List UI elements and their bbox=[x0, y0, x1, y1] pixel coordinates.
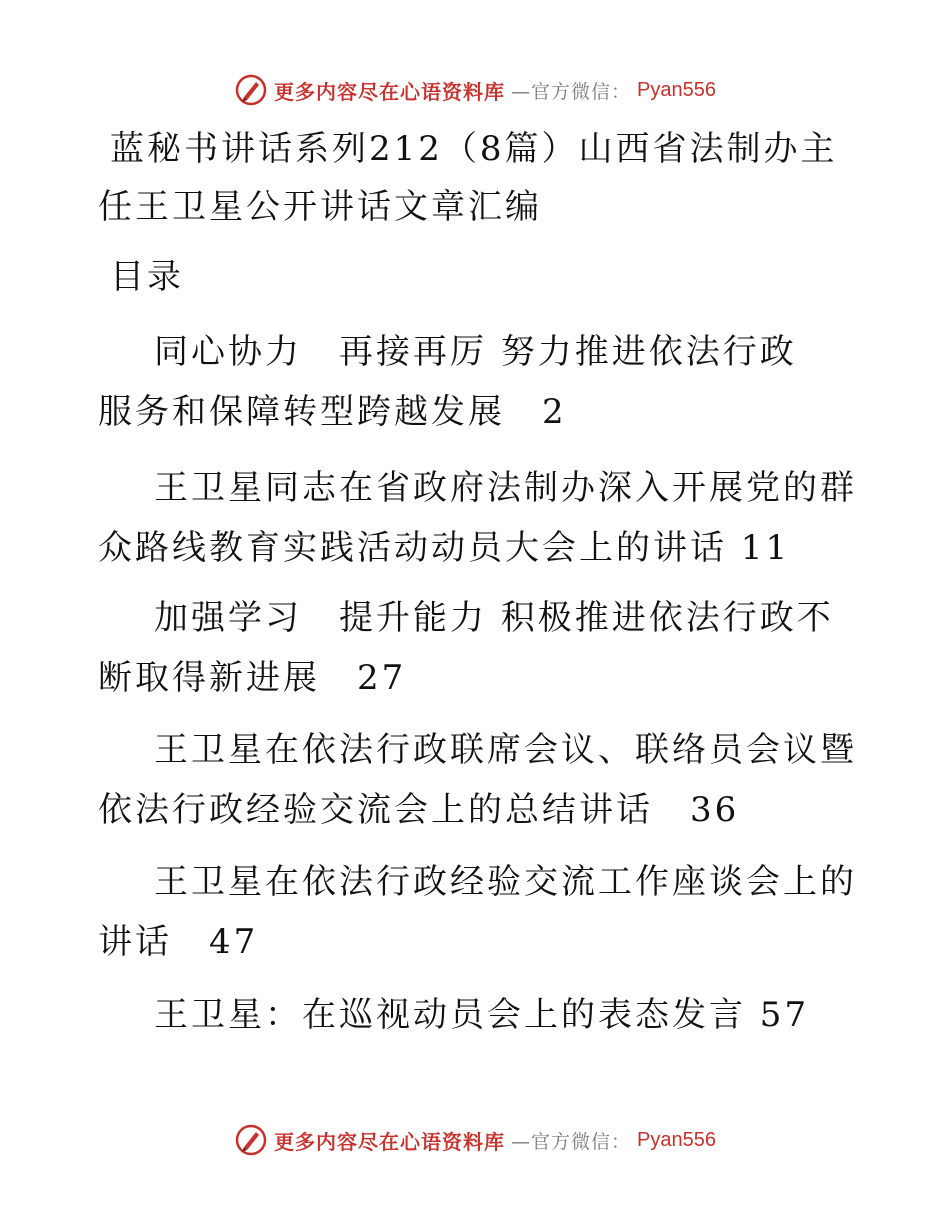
pen-logo-icon bbox=[234, 73, 268, 107]
header-watermark bbox=[0, 70, 950, 110]
watermark-text: 更多内容尽在心语资料库 bbox=[274, 1129, 505, 1154]
toc-heading: 目录 bbox=[110, 257, 184, 297]
footer-watermark bbox=[0, 1120, 950, 1160]
toc-item[interactable]: 王卫星：在巡视动员会上的表态发言 57 bbox=[154, 995, 810, 1035]
watermark-wechat-id: Pyan556 bbox=[637, 78, 716, 101]
toc-item[interactable]: 加强学习 提升能力 积极推进依法行政不断取得新进展 27 bbox=[98, 598, 834, 698]
toc-item[interactable]: 王卫星同志在省政府法制办深入开展党的群众路线教育实践活动动员大会上的讲话 11 bbox=[98, 468, 857, 568]
toc-item[interactable]: 王卫星在依法行政经验交流工作座谈会上的讲话 47 bbox=[98, 862, 857, 962]
toc-item[interactable]: 王卫星在依法行政联席会议、联络员会议暨依法行政经验交流会上的总结讲话 36 bbox=[98, 730, 857, 830]
watermark-separator: —官方微信： bbox=[511, 80, 632, 103]
pen-logo-icon bbox=[234, 1123, 268, 1157]
watermark-text: 更多内容尽在心语资料库 bbox=[274, 79, 505, 104]
toc-item[interactable]: 同心协力 再接再厉 努力推进依法行政 服务和保障转型跨越发展 2 bbox=[98, 332, 834, 432]
watermark-wechat-id: Pyan556 bbox=[637, 1128, 716, 1151]
document-title: 蓝秘书讲话系列212（8篇）山西省法制办主任王卫星公开讲话文章汇编 bbox=[98, 129, 838, 227]
watermark-separator: —官方微信： bbox=[511, 1130, 632, 1153]
